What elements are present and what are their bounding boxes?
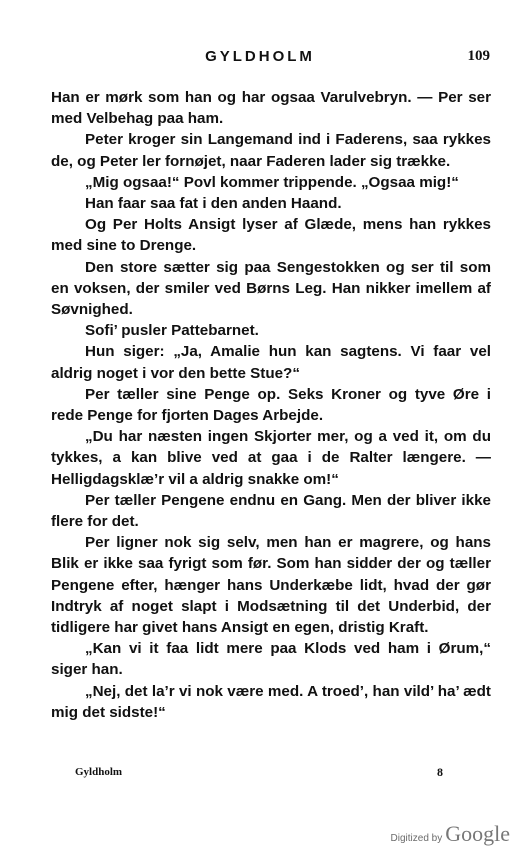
paragraph: Og Per Holts Ansigt lyser af Glæde, mens han rykkes med sine to Drenge.: [51, 216, 491, 255]
paragraph: „Du har næsten ingen Skjorter mer, og a ved it, om du tykkes, a kan blive ved at gaa i de Ralter længere. — Helligdagsklæ’r vil a aldrig snakke om!“: [51, 428, 491, 488]
paragraph: Per ligner nok sig selv, men han er magrere, og hans Blik er ikke saa fyrigt som før. Som han sidder der og tæller Pengene efter, hænger hans Underkæbe lidt, hvad der gør Indtryk af noget slapt i Modsætning til det Underbid, der tidligere har givet hans Ansigt en egen, dristig Kraft.: [51, 534, 491, 637]
paragraph: Per tæller Pengene endnu en Gang. Men der bliver ikke flere for det.: [51, 491, 491, 531]
digitized-by-label: Digitized by: [390, 833, 443, 844]
body-text: [51, 87, 491, 723]
paragraph: Hun siger: „Ja, Amalie hun kan sagtens. Vi faar vel aldrig noget i vor den bette Stue?“: [51, 343, 491, 382]
digitized-watermark: [391, 821, 510, 847]
paragraph: Sofi’ pusler Pattebarnet.: [85, 322, 259, 340]
paragraph: „Nej, det la’r vi nok være med. A troed’, han vild’ ha’ ædt mig det sidste!“: [51, 682, 491, 721]
paragraph: Den store sætter sig paa Sengestokken og ser til som en voksen, der smiler ved Børns Leg. Han nikker imellem af Søvnighed.: [51, 258, 491, 319]
paragraph: Per tæller sine Penge op. Seks Kroner og tyve Øre i rede Penge for fjorten Dages Arbejde.: [51, 385, 491, 425]
paragraph: Han er mørk som han og har ogsaa Varulvebryn. — Per ser med Velbehag paa ham.: [51, 89, 491, 128]
paragraph: Peter kroger sin Langemand ind i Faderens, saa rykkes de, og Peter ler fornøjet, naar Faderen lader sig trække.: [51, 131, 491, 170]
paragraph: „Mig ogsaa!“ Povl kommer trippende. „Ogsaa mig!“: [85, 173, 459, 191]
google-logo: Google: [445, 821, 510, 846]
page-number: 109: [467, 48, 490, 64]
paragraph: Han faar saa fat i den anden Haand.: [85, 195, 342, 213]
page-header: [0, 48, 520, 70]
signature-title: Gyldholm: [75, 766, 123, 778]
running-title: GYLDHOLM: [205, 48, 315, 65]
paragraph: „Kan vi it faa lidt mere paa Klods ved ham i Ørum,“ siger han.: [51, 640, 491, 679]
signature-number: 8: [437, 765, 443, 779]
